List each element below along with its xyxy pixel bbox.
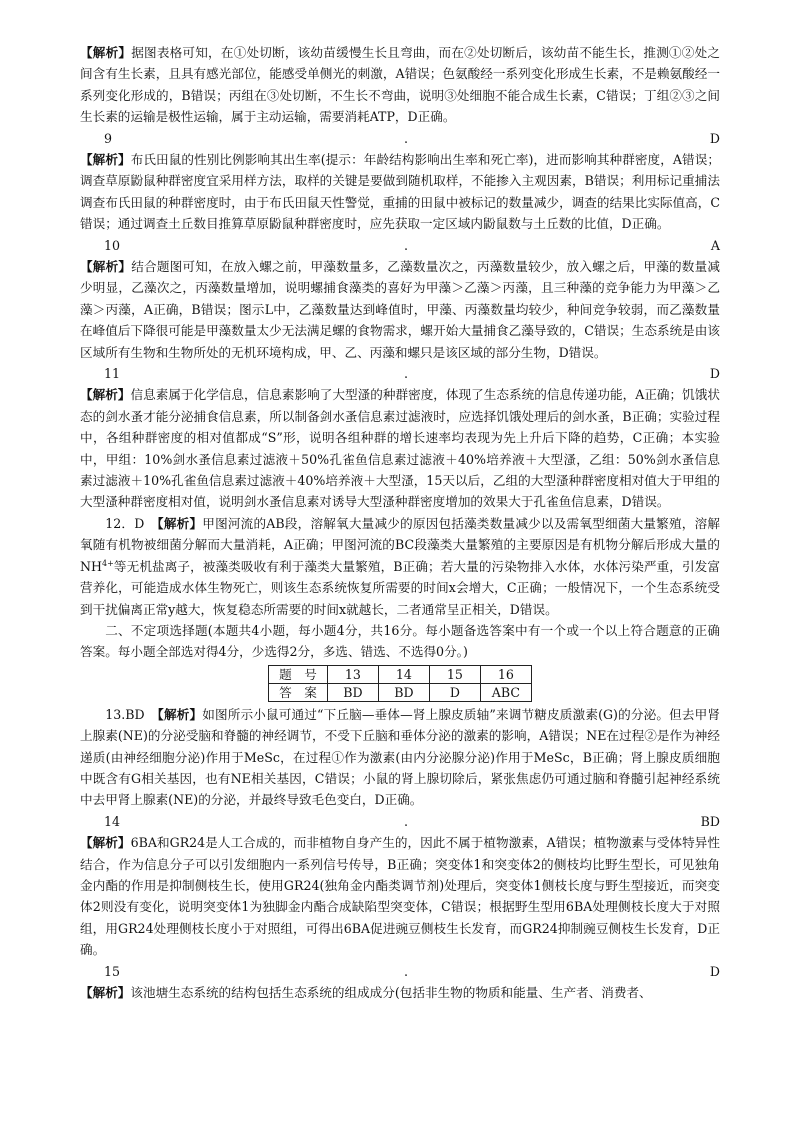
question-dot: . <box>404 130 409 146</box>
question-answer: BD <box>700 813 720 829</box>
explanation-text: 该池塘生态系统的结构包括生态系统的组成成分(包括非生物的物质和能量、生产者、消费者、 <box>130 984 652 1000</box>
question-header-10 <box>80 235 720 256</box>
analysis-tag: 【解析】 <box>157 706 203 722</box>
answer-table-row-numbers <box>269 665 532 683</box>
table-cell: BD <box>327 683 378 701</box>
question-head: 13.BD <box>105 706 158 722</box>
table-cell: ABC <box>480 683 531 701</box>
table-cell: 15 <box>429 665 480 683</box>
question-dot: . <box>404 963 409 979</box>
question-answer: D <box>709 130 720 146</box>
table-cell: D <box>429 683 480 701</box>
explanation-q14 <box>80 832 720 960</box>
explanation-q12 <box>80 513 720 620</box>
explanation-q15 <box>80 982 720 1003</box>
question-header-14 <box>80 811 720 832</box>
question-header-9 <box>80 128 720 149</box>
explanation-q10 <box>80 256 720 363</box>
analysis-tag: 【解析】 <box>80 984 131 1000</box>
superscript: 4+ <box>102 558 114 568</box>
explanation-q9 <box>80 149 720 235</box>
table-cell: 14 <box>378 665 429 683</box>
explanation-text: 结合题图可知，在放入螺之前，甲藻数量多，乙藻数量次之，丙藻数量较少，放入螺之后，甲藻的数量减少明显，乙藻次之，丙藻数量增加，说明螺捕食藻类的喜好为甲藻＞乙藻＞丙藻，且三种藻的竞争能力为甲藻＞乙藻＞丙藻，A正确，B错误；图示L中，乙藻数量达到峰值时，甲藻、丙藻数量均较少，种间竞争较弱，而乙藻数量在峰值后下降很可能是甲藻数量太少无法满足螺的食物需求，螺开始大量捕食乙藻导致的，C错误；生态系统是由该区域所有生物和生物所处的无机环境构成，甲、乙、丙藻和螺只是该区域的部分生物，D错误。 <box>80 259 721 360</box>
table-cell: 答 案 <box>269 683 328 701</box>
question-number: 9 <box>104 130 113 146</box>
question-answer: A <box>710 237 720 253</box>
answer-table-row-answers <box>269 683 532 701</box>
analysis-tag: 【解析】 <box>80 45 132 60</box>
explanation-q11 <box>80 384 720 512</box>
question-number: 10 <box>104 237 121 253</box>
analysis-tag: 【解析】 <box>80 259 132 275</box>
question-number: 11 <box>104 366 121 382</box>
question-dot: . <box>404 366 409 382</box>
question-head: 12．D <box>105 515 158 531</box>
question-header-11 <box>80 363 720 384</box>
table-cell: 13 <box>327 665 378 683</box>
question-number: 14 <box>104 813 121 829</box>
analysis-tag: 【解析】 <box>80 835 131 851</box>
table-cell: 16 <box>480 665 531 683</box>
analysis-tag: 【解析】 <box>80 152 131 168</box>
question-answer: D <box>709 963 720 979</box>
explanation-text: 据图表格可知，在①处切断，该幼苗缓慢生长且弯曲，而在②处切断后，该幼苗不能生长，推测①②处之间含有生长素，且具有感光部位，能感受单侧光的刺激，A错误；色氨酸经一系列变化形成生长素，不是赖氨酸经一系列变化形成的，B错误；丙组在③处切断，不生长不弯曲，说明③处细胞不能合成生长素，C错误；丁组②③之间生长素的运输是极性运输，属于主动运输，需要消耗ATP，D正确。 <box>80 45 721 125</box>
analysis-tag: 【解析】 <box>80 387 131 403</box>
explanation-text: 如图所示小鼠可通过“下丘脑—垂体—肾上腺皮质轴”来调节糖皮质激素(G)的分泌。但去甲肾上腺素(NE)的分泌受脑和脊髓的神经调节，不受下丘脑和垂体分泌的激素的影响，A错误；NE在过程②是作为神经递质(由神经细胞分泌)作用于MeSc，在过程①作为激素(由内分泌腺分泌)作用于MeSc，B正确；肾上腺皮质细胞中既含有G相关基因，也有NE相关基因，C错误；小鼠的肾上腺切除后，紧张焦虑仍可通过脑和脊髓引起神经系统中去甲肾上腺素(NE)的分泌，并最终导致毛色变白，D正确。 <box>80 706 720 808</box>
answer-table <box>268 665 532 702</box>
explanation-q8 <box>80 42 720 128</box>
question-header-15 <box>80 961 720 982</box>
explanation-text-cont: 等无机盐离子，被藻类吸收有利于藻类大量繁殖，B正确；若大量的污染物排入水体，水体污染严重，引发富营养化，可能造成水体生物死亡，则该生态系统恢复所需要的时间x会增大，C正确；一般情况下，一个生态系统受到干扰偏离正常y越大，恢复稳态所需要的时间x就越长，二者通常呈正相关，D错误。 <box>80 558 720 617</box>
question-number: 15 <box>104 963 121 979</box>
question-dot: . <box>404 237 409 253</box>
explanation-q13 <box>80 704 720 811</box>
question-answer: D <box>709 366 720 382</box>
explanation-text: 6BA和GR24是人工合成的，而非植物自身产生的，因此不属于植物激素，A错误；植物激素与受体特异性结合，作为信息分子可以引发细胞内一系列信号传导，B正确；突变体1和突变体2的侧枝均比野生型长，可见独角金内酯的作用是抑制侧枝生长，使用GR24(独角金内酯类调节剂)处理后，突变体1侧枝长度与野生型接近，而突变体2则没有变化，说明突变体1为独脚金内酯合成缺陷型突变体，C错误；根据野生型用6BA处理侧枝长度大于对照组，用GR24处理侧枝长度小于对照组，可得出6BA促进豌豆侧枝生长发育，而GR24抑制豌豆侧枝生长发育，D正确。 <box>80 835 721 958</box>
explanation-text: 信息素属于化学信息，信息素影响了大型溞的种群密度，体现了生态系统的信息传递功能，A正确；饥饿状态的剑水蚤才能分泌捕食信息素，所以制备剑水蚤信息素过滤液时，应选择饥饿处理后的剑水蚤，B正确；实验过程中，各组种群密度的相对值都成“S”形，说明各组种群的增长速率均表现为先上升后下降的趋势，C正确；本实验中，甲组：10%剑水蚤信息素过滤液＋50%孔雀鱼信息素过滤液＋40%培养液＋大型溞，乙组：50%剑水蚤信息素过滤液＋10%孔雀鱼信息素过滤液＋40%培养液＋大型溞，15天以后，乙组的大型溞种群密度相对值大于甲组的大型溞种群密度相对值，说明剑水蚤信息素对诱导大型溞种群密度增加的效果大于孔雀鱼信息素，D错误。 <box>80 387 720 510</box>
table-cell: 题 号 <box>269 665 328 683</box>
question-dot: . <box>404 813 409 829</box>
explanation-text: 甲图河流的AB段，溶解氧大量减少的原因包括藻类数量减少以及需氧型细菌大量繁殖，溶解氧随有机物被细菌分解而大量消耗，A正确；甲图河流的BC段藻类大量繁殖的主要原因是有机物分解后形成大量的NH <box>80 515 720 574</box>
analysis-tag: 【解析】 <box>157 515 203 531</box>
section-heading-multiple-choice: 二、不定项选择题(本题共4小题，每小题4分，共16分。每小题备选答案中有一个或一个以上符合题意的正确答案。每小题全部选对得4分，少选得2分，多选、错选、不选得0分。) <box>80 622 720 660</box>
answer-explanations-page <box>80 42 720 1003</box>
explanation-text: 布氏田鼠的性别比例影响其出生率(提示：年龄结构影响出生率和死亡率)，进而影响其种群密度，A错误；调查草原鼢鼠种群密度宜采用样方法，取样的关键是要做到随机取样，不能掺入主观因素，B错误；利用标记重捕法调查布氏田鼠的种群密度时，由于布氏田鼠天性警觉，重捕的田鼠中被标记的数量减少，调查的结果比实际值高，C错误；通过调查土丘数目推算草原鼢鼠种群密度时，应先获取一定区域内鼢鼠数与土丘数的比值，D正确。 <box>80 152 720 232</box>
table-cell: BD <box>378 683 429 701</box>
